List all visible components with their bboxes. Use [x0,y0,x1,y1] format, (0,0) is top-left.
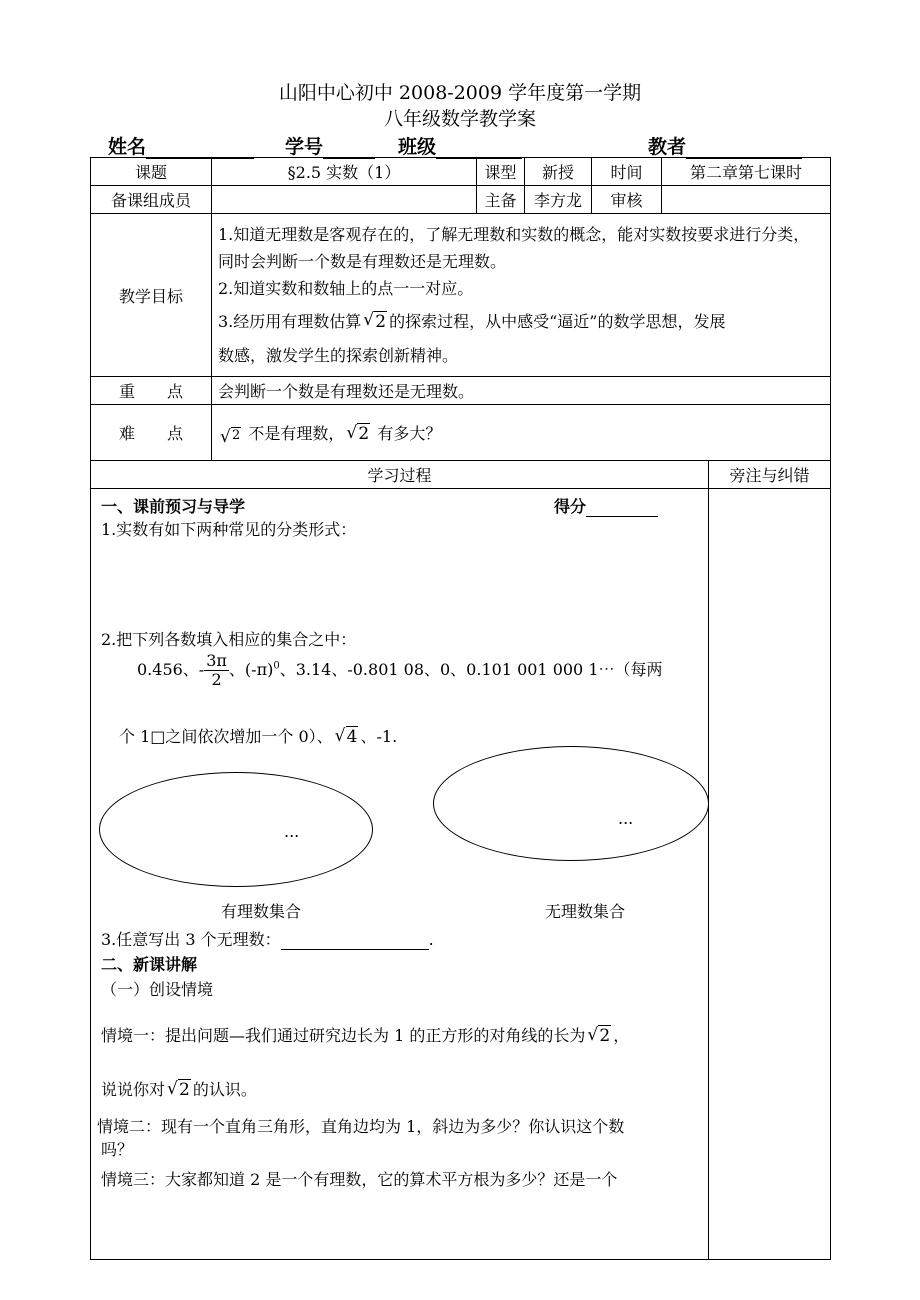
sqrt-symbol: √ 2 [346,424,370,444]
lesson-plan-table [90,157,831,1260]
student-info-row [100,132,840,158]
sqrt-symbol: √ 2 [220,428,241,443]
reviewer-label: 审核 [592,186,662,214]
rational-set-ellipsis: ... [284,822,300,841]
time-value: 第二章第七课时 [662,158,831,186]
number-list-continued: 个 1□之间依次增加一个 0）、√ 4 、-1. [119,724,397,747]
goal-1: 1.知道无理数是客观存在的，了解无理数和实数的概念，能对实数按要求进行分类，同时会判断一个数是有理数还是无理数。 [218,225,810,271]
score-field[interactable]: 得分 [554,494,658,517]
topic-label: 课题 [91,158,212,186]
name-field[interactable]: 姓名 [108,132,254,159]
class-field[interactable]: 班级 [398,132,522,159]
student-id-field[interactable]: 学号 [285,132,375,159]
process-header: 学习过程 [91,461,709,489]
sqrt-symbol: √ 4 [335,727,359,747]
sqrt-symbol: √ 2 [587,1026,611,1046]
section-new-lesson-heading: 二、新课讲解 [101,955,198,974]
sqrt-symbol: √ 2 [167,1080,191,1100]
reviewer-value[interactable] [662,186,831,214]
scenario-1: 情境一：提出问题—我们通过研究边长为 1 的正方形的对角线的长为√ 2 ， [101,1023,629,1046]
subsection-scenario-heading: （一）创设情境 [101,980,214,999]
key-point-text: 会判断一个数是有理数还是无理数。 [212,377,831,405]
document-subtitle: 八年级数学教学案 [383,108,536,130]
irrational-set-label: 无理数集合 [545,902,626,921]
goal-3: 3.经历用有理数估算√ 2 的探索过程，从中感受“逼近”的数学思想，发展 [218,308,824,336]
question-3: 3.任意写出 3 个无理数： . [101,930,434,949]
sqrt-symbol: √ 2 [363,308,387,336]
irrational-set-ellipsis: ... [618,809,634,828]
difficulty-text: √ 2 不是有理数，√ 2 有多大？ [212,405,831,461]
goals-label: 教学目标 [91,214,212,377]
question-2: 2.把下列各数填入相应的集合之中： [101,630,357,649]
scenario-1-continued: 说说你对√ 2 的认识。 [101,1077,257,1100]
process-content [91,489,709,1260]
document-title: 山阳中心初中 2008-2009 学年度第一学期 [278,82,642,104]
group-members-value[interactable] [212,186,477,214]
section-preview-heading: 一、课前预习与导学 [101,497,246,516]
fraction: $\frac{3\pi}{2}$ [206,651,227,689]
teacher-field[interactable]: 教者 [648,132,802,159]
goal-3-continued: 数感，激发学生的探索创新精神。 [218,346,459,365]
scenario-2-continued: 吗？ [101,1140,134,1159]
time-label: 时间 [592,158,662,186]
question-1: 1.实数有如下两种常见的分类形式： [101,520,357,539]
topic-value: §2.5 实数（1） [212,158,477,186]
rational-set-oval[interactable] [99,772,373,887]
scenario-3: 情境三：大家都知道 2 是一个有理数，它的算术平方根为多少？还是一个 [101,1170,618,1189]
lead-preparer-value: 李方龙 [525,186,592,214]
notes-column[interactable] [709,489,831,1260]
notes-header: 旁注与纠错 [709,461,831,489]
lesson-type-value: 新授 [525,158,592,186]
lead-preparer-label: 主备 [477,186,525,214]
answer-blank[interactable] [281,934,429,950]
goal-2: 2.知道实数和数轴上的点一一对应。 [218,279,474,298]
difficulty-label: 难 点 [91,405,212,461]
rational-set-label: 有理数集合 [221,902,302,921]
scenario-2: 情境二：现有一个直角三角形，直角边均为 1，斜边为多少？你认识这个数 [97,1117,625,1136]
irrational-set-oval[interactable] [433,746,709,861]
number-list: 0.456、- $\frac{3\pi}{2}$ 、$(-\pi)^0$、3.14、-0.801 08、0、0.101 001 000 1⋯（每两 [137,651,663,689]
group-members-label: 备课组成员 [91,186,212,214]
key-point-label: 重 点 [91,377,212,405]
goals-content [212,214,831,377]
lesson-type-label: 课型 [477,158,525,186]
